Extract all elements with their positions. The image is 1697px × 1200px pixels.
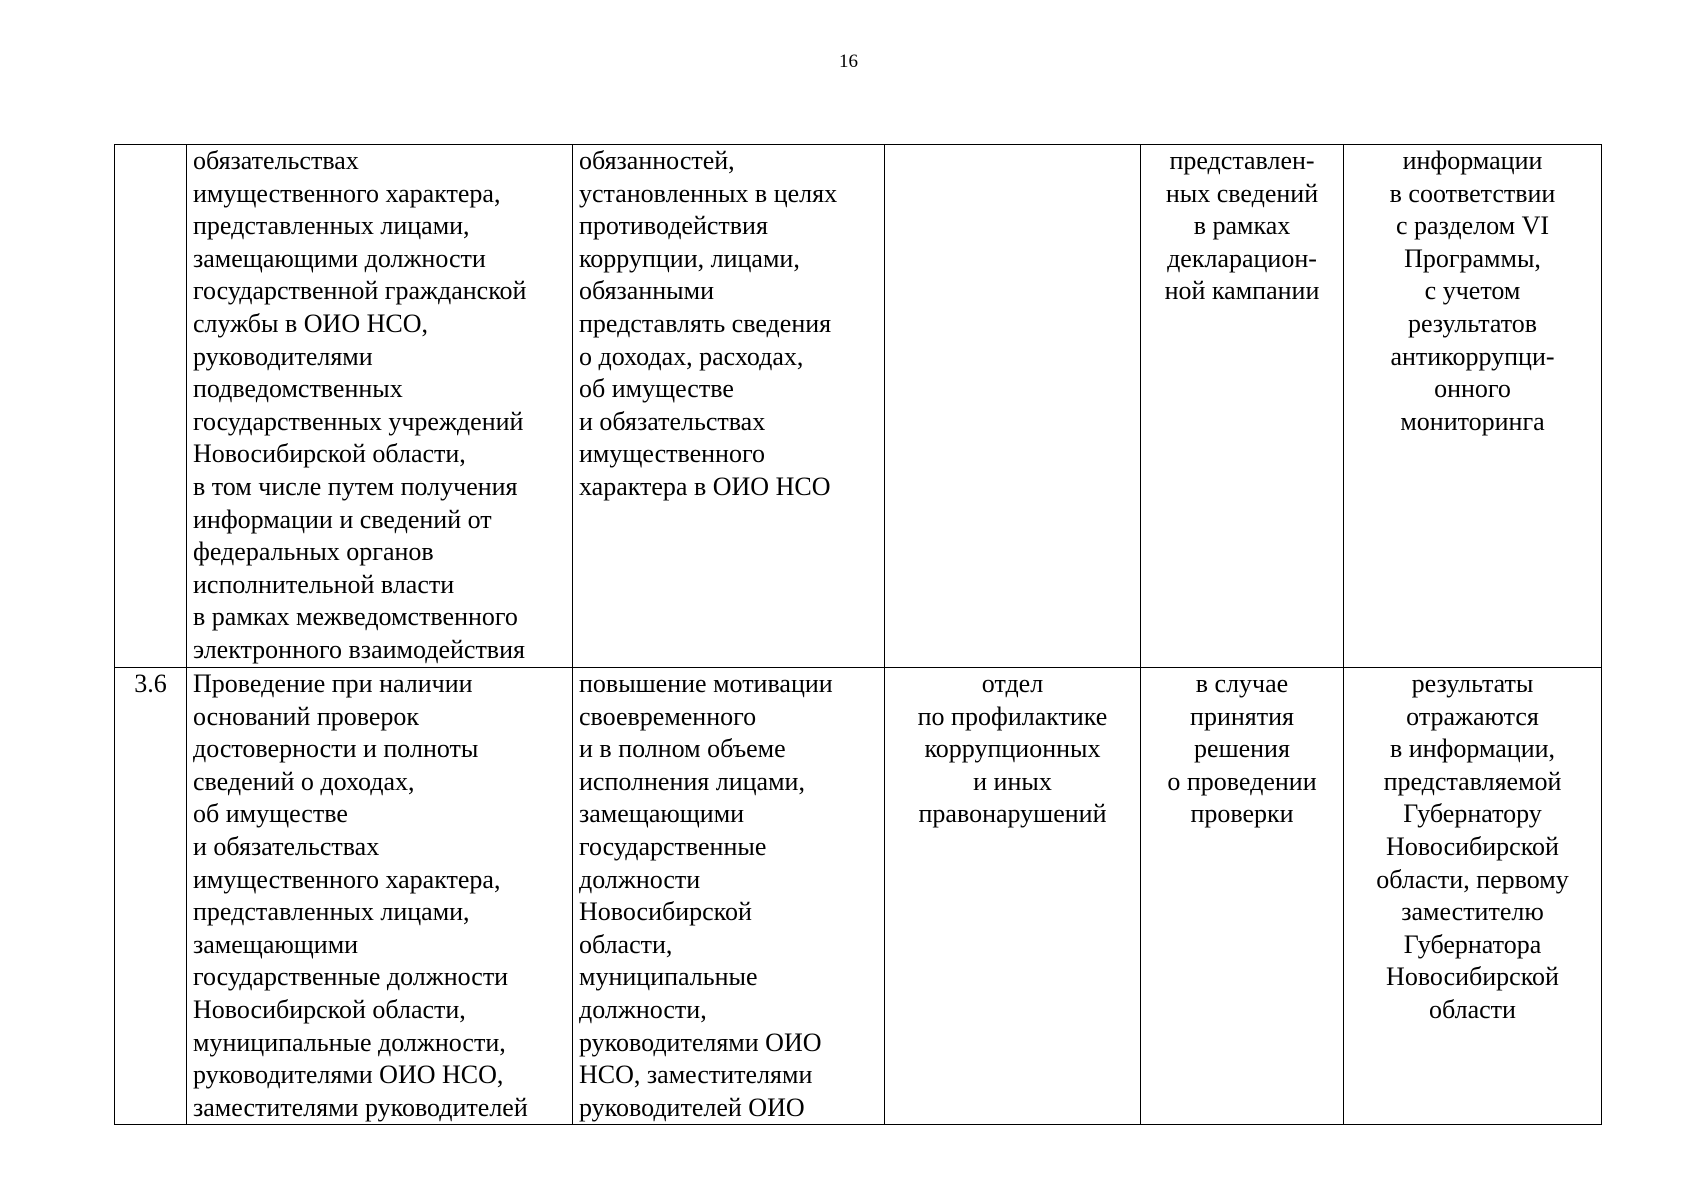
table-row	[115, 668, 1602, 1125]
cell-text-line: Губернатора	[1403, 929, 1542, 959]
cell-text-line: руководителями ОИО НСО,	[193, 1060, 504, 1090]
cell-text-line: области, первому	[1376, 864, 1569, 894]
cell-text-line: должности	[579, 864, 701, 894]
cell-text-line: должности,	[579, 994, 707, 1024]
cell-text-line: обязанностей,	[579, 146, 735, 175]
measure-cell	[187, 668, 573, 1125]
cell-text-line: онного	[1434, 374, 1511, 404]
cell-text-line: оснований проверок	[193, 701, 420, 731]
cell-text-line: области	[1429, 994, 1516, 1024]
cell-text-line: в рамках межведомственного	[193, 602, 518, 632]
result-cell	[1344, 145, 1602, 668]
cell-text-line: исполнения лицами,	[579, 766, 805, 796]
cell-text-line: руководителями	[193, 341, 373, 371]
cell-text-line: антикоррупци-	[1390, 341, 1555, 371]
cell-text-line: ных сведений	[1165, 178, 1319, 208]
cell-text-line: Новосибирской области,	[193, 439, 466, 469]
goal-cell	[573, 145, 885, 668]
cell-text-line: области,	[579, 929, 673, 959]
cell-text-line: декларацион-	[1167, 243, 1317, 273]
cell-text-line: замещающими	[193, 929, 359, 959]
cell-text-line: мониторинга	[1400, 406, 1545, 436]
cell-text-line: повышение мотивации	[579, 669, 833, 698]
goal-cell	[573, 668, 885, 1125]
cell-text-line: Новосибирской	[1386, 962, 1559, 992]
cell-text-line: государственные должности	[193, 962, 509, 992]
deadline-cell	[1141, 668, 1344, 1125]
responsible-cell	[885, 145, 1141, 668]
cell-text-line: Программы,	[1404, 243, 1541, 273]
cell-text-line: руководителями ОИО	[579, 1027, 822, 1057]
cell-text-line: имущественного характера,	[193, 864, 501, 894]
cell-text-line: исполнительной власти	[193, 569, 455, 599]
cell-text-line: представляемой	[1383, 766, 1562, 796]
cell-text-line: представленных лицами,	[193, 897, 470, 927]
cell-text-line: представленных лицами,	[193, 211, 470, 241]
cell-text-line: в информации,	[1389, 734, 1556, 764]
cell-text-line: и обязательствах	[193, 831, 380, 861]
cell-text-line: сведений о доходах,	[193, 766, 415, 796]
item-number-cell	[115, 145, 187, 668]
cell-text-line: в соответствии	[1389, 178, 1556, 208]
cell-text-line: об имуществе	[579, 374, 734, 404]
cell-text-line: о доходах, расходах,	[579, 341, 804, 371]
cell-text-line: информации	[1402, 146, 1543, 175]
cell-text-line: правонарушений	[918, 799, 1107, 829]
cell-text-line: в рамках	[1193, 211, 1291, 241]
cell-text-line: результатов	[1407, 308, 1538, 338]
page-number: 16	[839, 51, 858, 72]
cell-text-line: представлять сведения	[579, 308, 832, 338]
cell-text-line: в случае	[1195, 669, 1289, 698]
cell-text-line: заместителями руководителей	[193, 1092, 528, 1122]
deadline-cell	[1141, 145, 1344, 668]
cell-text-line: Новосибирской	[579, 897, 752, 927]
cell-text-line: с учетом	[1424, 276, 1521, 306]
cell-text-line: Новосибирской	[1386, 831, 1559, 861]
cell-text-line: по профилактике	[917, 701, 1108, 731]
cell-text-line: своевременного	[579, 701, 757, 731]
cell-text-line: отражаются	[1406, 701, 1539, 731]
cell-text-line: имущественного характера,	[193, 178, 501, 208]
cell-text-line: НСО, заместителями	[579, 1060, 813, 1090]
cell-text-line: представлен-	[1169, 146, 1315, 175]
cell-text-line: государственной гражданской	[193, 276, 527, 306]
cell-text-line: установленных в целях	[579, 178, 838, 208]
cell-text-line: муниципальные	[579, 962, 758, 992]
cell-text-line: характера в ОИО НСО	[579, 471, 831, 501]
cell-text-line: противодействия	[579, 211, 768, 241]
measure-cell	[187, 145, 573, 668]
result-cell	[1344, 668, 1602, 1125]
cell-text-line: результаты	[1411, 669, 1534, 698]
cell-text-line: замещающими	[579, 799, 745, 829]
cell-text-line: коррупции, лицами,	[579, 243, 800, 273]
cell-text-line: с разделом VI	[1395, 211, 1550, 241]
cell-text-line: о проведении	[1167, 766, 1317, 796]
cell-text-line: федеральных органов	[193, 537, 434, 567]
cell-text-line: достоверности и полноты	[193, 734, 479, 764]
cell-text-line: и иных	[973, 766, 1052, 796]
cell-text-line: Губернатору	[1403, 799, 1542, 829]
cell-text-line: Проведение при наличии	[193, 669, 473, 698]
cell-text-line: имущественного	[579, 439, 765, 469]
cell-text-line: принятия	[1190, 701, 1294, 731]
cell-text-line: обязанными	[579, 276, 715, 306]
cell-text-line: Новосибирской области,	[193, 994, 466, 1024]
cell-text-line: решения	[1194, 734, 1290, 764]
cell-text-line: отдел	[981, 669, 1044, 698]
cell-text-line: и обязательствах	[579, 406, 766, 436]
table-row	[115, 145, 1602, 668]
cell-text-line: об имуществе	[193, 799, 348, 829]
cell-text-line: государственных учреждений	[193, 406, 524, 436]
responsible-cell	[885, 668, 1141, 1125]
cell-text-line: службы в ОИО НСО,	[193, 308, 428, 338]
cell-text-line: электронного взаимодействия	[193, 634, 525, 664]
cell-text-line: коррупционных	[924, 734, 1101, 764]
cell-text-line: руководителей ОИО	[579, 1092, 805, 1122]
cell-text-line: обязательствах	[193, 146, 359, 175]
cell-text-line: информации и сведений от	[193, 504, 492, 534]
cell-text-line: и в полном объеме	[579, 734, 786, 764]
cell-text-line: проверки	[1190, 799, 1294, 829]
cell-text-line: замещающими должности	[193, 243, 486, 273]
cell-text-line: подведомственных	[193, 374, 403, 404]
cell-text-line: муниципальные должности,	[193, 1027, 506, 1057]
cell-text-line: заместителю	[1401, 897, 1544, 927]
cell-text-line: в том числе путем получения	[193, 471, 518, 501]
cell-text-line: государственные	[579, 831, 767, 861]
item-number-cell: 3.6	[115, 668, 187, 1125]
cell-text-line: ной кампании	[1164, 276, 1320, 306]
measures-table	[114, 144, 1602, 1125]
